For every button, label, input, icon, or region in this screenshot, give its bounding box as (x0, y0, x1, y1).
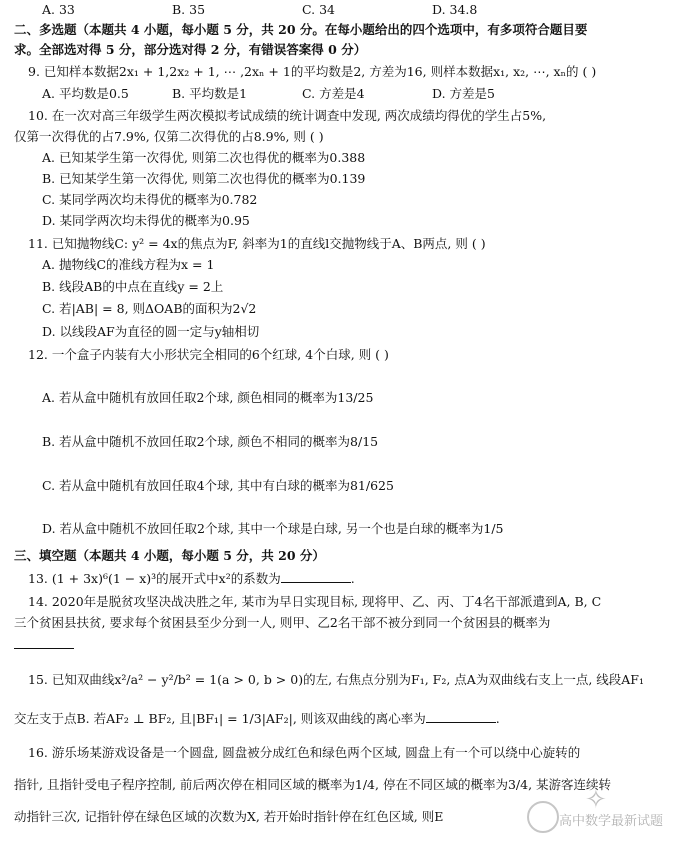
q13-end: . (350, 571, 355, 586)
q10-option-b: B. 已知某学生第一次得优, 则第二次也得优的概率为0.139 (42, 171, 366, 186)
q14-stem-line2: 三个贫困县扶贫, 要求每个贫困县至少分到一人, 则甲、乙2名干部不被分到同一个贫困县的概率为 (14, 615, 551, 630)
q16-stem-line3: 动指针三次, 记指针停在绿色区域的次数为X, 若开始时指针停在红色区域, 则E (14, 809, 444, 824)
q9-option-d: D. 方差是5 (432, 86, 495, 101)
q16-stem-line2: 指针, 且指针受电子程序控制, 前后两次停在相同区域的概率为1/4, 停在不同区域的概率为3/4, 某游客连续转 (14, 777, 612, 792)
q11-option-c: C. 若|AB| = 8, 则ΔOAB的面积为2√2 (42, 301, 257, 316)
section2-heading-line2: 求。全部选对得 5 分，部分选对得 2 分，有错误答案得 0 分） (14, 42, 367, 57)
watermark-circle-icon (527, 801, 559, 833)
q10-option-c: C. 某同学两次均未得优的概率为0.782 (42, 192, 258, 207)
q9-stem: 9. 已知样本数据2x₁ + 1,2x₂ + 1, ⋯ ,2xₙ + 1的平均数是2, 方差为16, 则样本数据x₁, x₂, ⋯, xₙ的 ( ) (28, 64, 597, 79)
q15-line2 (14, 710, 500, 728)
q12-option-a: A. 若从盒中随机有放回任取2个球, 颜色相同的概率为13/25 (42, 390, 374, 405)
watermark-text: 高中数学最新试题 (559, 814, 664, 830)
q14-stem-line1: 14. 2020年是脱贫攻坚决战决胜之年, 某市为早日实现目标, 现将甲、乙、丙、丁4名干部派遣到A, B, C (28, 594, 602, 609)
q11-option-d: D. 以线段AF为直径的圆一定与y轴相切 (42, 324, 260, 339)
q12-option-c: C. 若从盒中随机有放回任取4个球, 其中有白球的概率为81/625 (42, 478, 394, 493)
option-c: C. 34 (302, 2, 335, 17)
q13-answer-blank[interactable] (281, 570, 351, 583)
q15-stem-line2: 交左支于点B. 若AF₂ ⊥ BF₂, 且|BF₁| = 1/3|AF₂|, 则该双曲线的离心率为 (14, 711, 426, 726)
q11-option-b: B. 线段AB的中点在直线y = 2上 (42, 279, 224, 294)
watermark (525, 787, 675, 835)
q9-option-c: C. 方差是4 (302, 86, 365, 101)
q14-answer-blank[interactable] (14, 636, 74, 649)
q11-stem: 11. 已知抛物线C: y² = 4x的焦点为F, 斜率为1的直线l交抛物线于A、B两点, 则 ( ) (28, 236, 486, 251)
q10-stem-line1: 10. 在一次对高三年级学生两次模拟考试成绩的统计调查中发现, 两次成绩均得优的学生占5%, (28, 108, 547, 123)
section3-heading: 三、填空题（本题共 4 小题，每小题 5 分，共 20 分） (14, 548, 325, 563)
q15-answer-blank[interactable] (426, 710, 496, 723)
q12-option-b: B. 若从盒中随机不放回任取2个球, 颜色不相同的概率为8/15 (42, 434, 379, 449)
q15-stem-line1: 15. 已知双曲线x²/a² − y²/b² = 1(a > 0, b > 0)的左, 右焦点分别为F₁, F₂, 点A为双曲线右支上一点, 线段AF₁ (28, 672, 644, 687)
q10-option-d: D. 某同学两次均未得优的概率为0.95 (42, 213, 250, 228)
watermark-logo-icon: ✧ (585, 785, 607, 815)
q9-option-b: B. 平均数是1 (172, 86, 248, 101)
q9-option-a: A. 平均数是0.5 (42, 86, 129, 101)
q13 (28, 570, 355, 588)
q12-stem: 12. 一个盒子内装有大小形状完全相同的6个红球, 4个白球, 则 ( ) (28, 347, 389, 362)
q11-option-a: A. 抛物线C的准线方程为x = 1 (42, 257, 215, 272)
q12-option-d: D. 若从盒中随机不放回任取2个球, 其中一个球是白球, 另一个也是白球的概率为1/5 (42, 521, 504, 536)
q10-option-a: A. 已知某学生第一次得优, 则第二次也得优的概率为0.388 (42, 150, 366, 165)
q15-end: . (495, 711, 500, 726)
section2-heading-line1: 二、多选题（本题共 4 小题，每小题 5 分，共 20 分。在每小题给出的四个选项中，有多项符合题目要 (14, 22, 588, 37)
option-d: D. 34.8 (432, 2, 478, 17)
option-a: A. 33 (42, 2, 75, 17)
q10-stem-line2: 仅第一次得优的占7.9%, 仅第二次得优的占8.9%, 则 ( ) (14, 129, 324, 144)
option-b: B. 35 (172, 2, 206, 17)
q16-stem-line1: 16. 游乐场某游戏设备是一个圆盘, 圆盘被分成红色和绿色两个区域, 圆盘上有一个可以绕中心旋转的 (28, 745, 581, 760)
q14-answer (14, 636, 74, 654)
q13-stem: 13. (1 + 3x)⁶(1 − x)³的展开式中x²的系数为 (28, 571, 281, 586)
